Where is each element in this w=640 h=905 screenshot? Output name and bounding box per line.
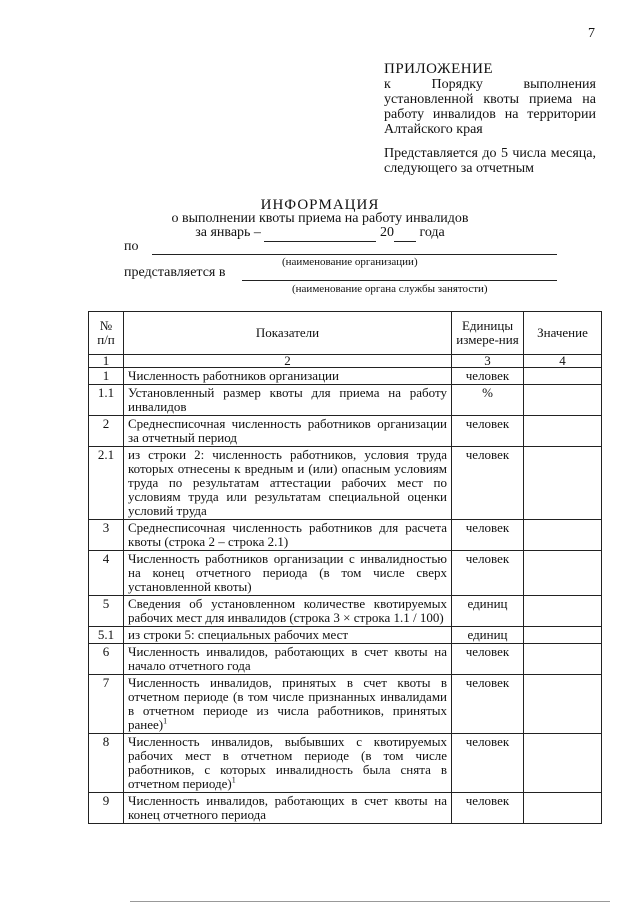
row-value-cell[interactable] — [524, 644, 602, 675]
row-indicator — [124, 627, 452, 644]
row-value-cell[interactable] — [524, 551, 602, 596]
row-unit-text: человек — [465, 551, 510, 566]
row-unit — [452, 520, 524, 551]
appendix-heading: ПРИЛОЖЕНИЕ — [384, 61, 494, 77]
row-value-cell[interactable] — [524, 447, 602, 520]
row-value-cell[interactable] — [524, 368, 602, 385]
row-indicator-text: Численность инвалидов, работающих в счет квоты на конец отчетного периода — [128, 793, 447, 822]
row-indicator — [124, 520, 452, 551]
footnote-marker: 1 — [231, 775, 236, 785]
row-indicator-text: Численность инвалидов, работающих в счет квоты на начало отчетного года — [128, 644, 447, 673]
row-unit-text: % — [482, 385, 493, 400]
row-indicator — [124, 385, 452, 416]
row-number-text: 1 — [102, 368, 110, 383]
row-unit-text: единиц — [467, 596, 508, 611]
row-unit-text: человек — [465, 520, 510, 535]
year-input-line[interactable] — [394, 225, 416, 242]
row-unit — [452, 734, 524, 793]
row-unit — [452, 596, 524, 627]
row-unit — [452, 793, 524, 824]
table-row — [89, 675, 602, 734]
row-number-text: 9 — [102, 793, 110, 808]
agency-label: представляется в — [124, 265, 226, 280]
table-row — [89, 596, 602, 627]
row-unit — [452, 627, 524, 644]
row-number — [89, 675, 124, 734]
footnote-marker: 1 — [163, 716, 168, 726]
row-value-cell[interactable] — [524, 793, 602, 824]
row-indicator-text: Численность работников организации — [128, 368, 339, 383]
row-indicator-text: Численность инвалидов, принятых в счет квоты в отчетном периоде (в том числе признанных инвалидами в отчетном периоде из числа работников, принятых ранее) — [128, 675, 447, 732]
year-suffix: года — [419, 225, 445, 240]
row-indicator-text: Сведения об установленном количестве квотируемых рабочих мест для инвалидов (строка 3 × строка 1.1 / 100) — [128, 596, 447, 625]
row-number — [89, 520, 124, 551]
row-number-text: 2 — [102, 416, 110, 431]
row-unit-text: человек — [465, 447, 510, 462]
row-number — [89, 793, 124, 824]
row-value-cell[interactable] — [524, 385, 602, 416]
row-number — [89, 734, 124, 793]
row-unit — [452, 416, 524, 447]
row-unit — [452, 447, 524, 520]
table-row — [89, 793, 602, 824]
row-number-text: 8 — [102, 734, 110, 749]
table-row — [89, 447, 602, 520]
row-value-cell[interactable] — [524, 520, 602, 551]
column-index-row — [89, 355, 602, 368]
row-unit-text: человек — [465, 644, 510, 659]
row-unit-text: человек — [465, 416, 510, 431]
table-row — [89, 551, 602, 596]
row-number — [89, 447, 124, 520]
agency-caption: (наименование органа службы занятости) — [292, 283, 488, 295]
row-value-cell[interactable] — [524, 416, 602, 447]
index-cell: 1 — [89, 355, 124, 368]
row-number-text: 6 — [102, 644, 110, 659]
table-row — [89, 644, 602, 675]
table-row — [89, 385, 602, 416]
index-cell: 2 — [124, 355, 452, 368]
row-unit-text: человек — [465, 734, 510, 749]
table-row — [89, 627, 602, 644]
row-unit — [452, 551, 524, 596]
org-name-input-line[interactable] — [152, 254, 557, 255]
row-indicator — [124, 596, 452, 627]
row-value-cell[interactable] — [524, 627, 602, 644]
row-number — [89, 627, 124, 644]
row-number-text: 5 — [102, 596, 110, 611]
row-indicator — [124, 551, 452, 596]
row-unit — [452, 385, 524, 416]
row-value-cell[interactable] — [524, 734, 602, 793]
row-unit — [452, 368, 524, 385]
index-cell: 3 — [452, 355, 524, 368]
row-indicator-text: Численность инвалидов, выбывших с квотируемых рабочих мест в отчетном периоде (в том числе работников, с которых инвалидность была снята в отчетном периоде) — [128, 734, 447, 791]
indicators-table — [88, 311, 602, 824]
header-indicator: Показатели — [124, 312, 452, 355]
header-num: № п/п — [89, 312, 124, 355]
submission-deadline-note: Представляется до 5 числа месяца, следующего за отчетным — [384, 146, 596, 176]
row-indicator-text: Установленный размер квоты для приема на работу инвалидов — [128, 385, 447, 414]
table-row — [89, 416, 602, 447]
org-label: по — [124, 239, 139, 254]
index-cell: 4 — [524, 355, 602, 368]
row-number — [89, 368, 124, 385]
row-indicator — [124, 368, 452, 385]
header-value: Значение — [524, 312, 602, 355]
year-prefix: 20 — [379, 225, 394, 240]
document-title: ИНФОРМАЦИЯ — [260, 197, 380, 213]
month-input-line[interactable] — [264, 225, 376, 242]
row-unit-text: человек — [465, 675, 510, 690]
row-indicator-text: Численность работников организации с инвалидностью на конец отчетного периода (в том числе сверх установленной квоты) — [128, 551, 447, 594]
row-indicator — [124, 644, 452, 675]
row-number — [89, 385, 124, 416]
row-number — [89, 596, 124, 627]
row-indicator — [124, 447, 452, 520]
appendix-block — [384, 62, 596, 137]
row-number — [89, 551, 124, 596]
row-number-text: 7 — [102, 675, 110, 690]
row-value-cell[interactable] — [524, 596, 602, 627]
row-number — [89, 644, 124, 675]
table-row — [89, 368, 602, 385]
row-number-text: 3 — [102, 520, 110, 535]
table-row — [89, 520, 602, 551]
table-row — [89, 734, 602, 793]
row-indicator — [124, 416, 452, 447]
row-indicator-text: из строки 5: специальных рабочих мест — [128, 627, 349, 642]
row-unit-text: единиц — [467, 627, 508, 642]
reporting-period — [0, 225, 640, 242]
table-header-row — [89, 312, 602, 355]
row-indicator — [124, 734, 452, 793]
row-unit — [452, 675, 524, 734]
row-indicator-text: Среднесписочная численность работников для расчета квоты (строка 2 – строка 2.1) — [128, 520, 447, 549]
row-indicator-text: из строки 2: численность работников, условия труда которых отнесены к вредным и (или) опасным условиям труда по результатам аттестации рабочих мест по условиям труда или результатам специальной оценки условий труда — [128, 447, 447, 518]
row-indicator — [124, 675, 452, 734]
row-number-text: 1.1 — [97, 385, 115, 400]
row-indicator — [124, 793, 452, 824]
document-subtitle: о выполнении квоты приема на работу инвалидов — [171, 211, 469, 226]
row-value-cell[interactable] — [524, 675, 602, 734]
period-prefix: за январь – — [195, 225, 261, 240]
row-number-text: 2.1 — [97, 447, 115, 462]
row-number-text: 5.1 — [97, 627, 115, 642]
row-number-text: 4 — [102, 551, 110, 566]
bottom-rule — [130, 901, 610, 902]
row-number — [89, 416, 124, 447]
org-caption: (наименование организации) — [282, 256, 418, 268]
appendix-text: к Порядку выполнения установленной квоты приема на работу инвалидов на территории Алтайского края — [384, 77, 596, 137]
agency-name-input-line[interactable] — [242, 280, 557, 281]
row-unit — [452, 644, 524, 675]
row-indicator-text: Среднесписочная численность работников организации за отчетный период — [128, 416, 447, 445]
row-unit-text: человек — [465, 793, 510, 808]
header-unit: Единицы измере-ния — [452, 312, 524, 355]
page-number: 7 — [588, 26, 595, 41]
row-unit-text: человек — [465, 368, 510, 383]
